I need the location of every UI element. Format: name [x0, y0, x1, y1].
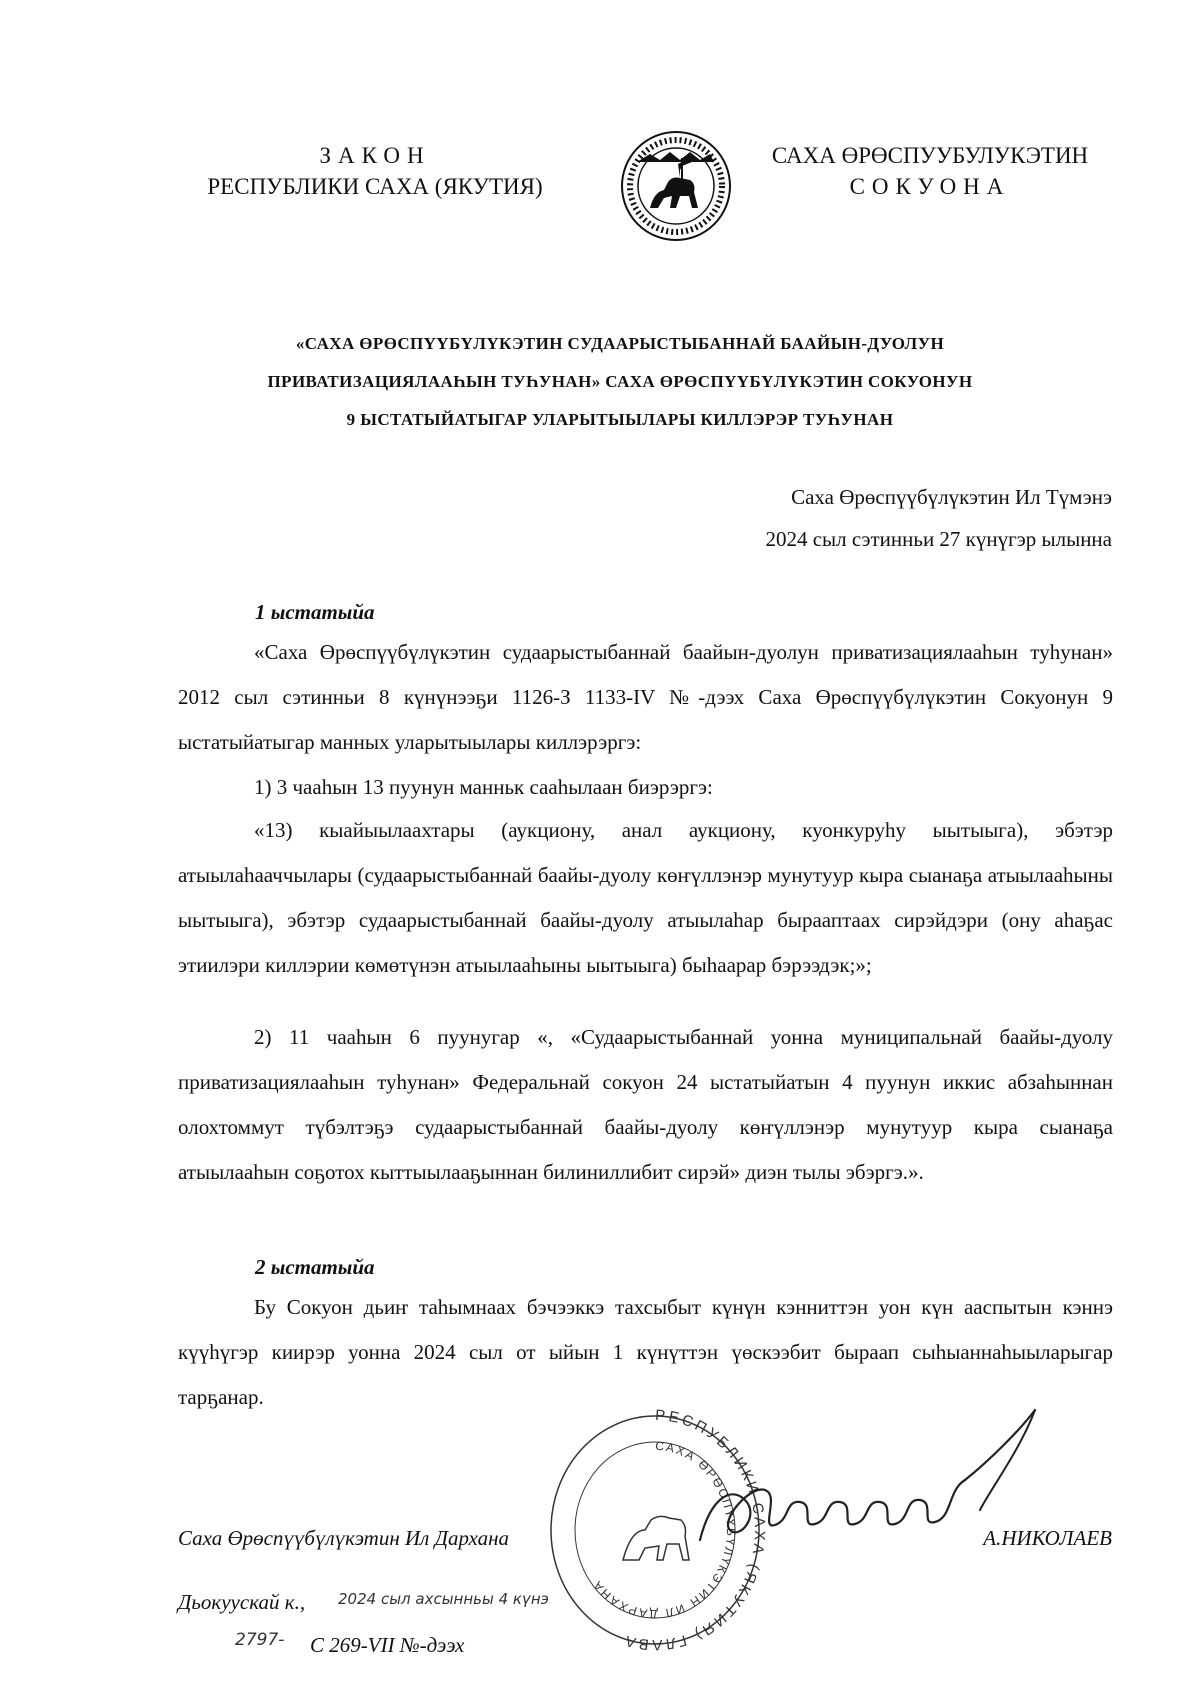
article-1-item-2-text: 2) 11 чааһын 6 пуунугар «, «Судаарыстыбаннай уонна муниципальнай баайы-дуолу приватизациялааһын туһунан» Федеральнай сокуон 24 ыстатыйатын 4 пуунун иккис абзаһыннан олохтоммут түбэлтэҕэ судаарыстыбаннай баайы-дуолу көҥүллэнэр мунутуур кыра сыанаҕа атыылааһын соҕотох кыттыылааҕыннан билиниллибит сирэй» диэн тылы эбэргэ.». — [178, 1025, 1113, 1184]
header-left-title: ЗАКОН — [319, 143, 431, 168]
registration-number: С 269-VII №-дээх — [310, 1633, 465, 1657]
article-1-intro: «Саха Өрөспүүбүлүкэтин судаарыстыбаннай баайын-дуолун приватизациялааһын туһунан» 2012 сыл сэтинньи 8 күнүнээҕи 1126-З 1133-IV №-дээх Саха Өрөспүүбүлүкэтин Сокуонун 9 ыстатыйатыгар манных уларытыылары киллэрэргэ: — [178, 640, 1113, 754]
header-right-title: САХА ӨРӨСПУУБУЛУКЭТИН — [771, 143, 1089, 168]
handwritten-reg-number: 2797- — [235, 1630, 285, 1650]
article-1-heading: 1 ыстатыйа — [255, 600, 375, 624]
adoption-body: Саха Өрөспүүбүлүкэтин Ил Түмэнэ — [791, 485, 1112, 509]
article-1-item-1-text: «13) кыайыылаахтары (аукциону, анал аукциону, куонкуруһу ыытыыга), эбэтэр атыылаһааччылары (судаарыстыбаннай баайы-дуолу көҥүллэнэр мунутуур кыра сыанаҕа атыылааһыны ыытыыга), эбэтэр судаарыстыбаннай баайы-дуолу атыылаһар бырааптаах сирэйдэри (ону аһаҕас этиилэри киллэрии көмөтүнэн атыылааһыны ыытыыга) быһаарар бэрээдэк;»; — [178, 818, 1113, 977]
header-right-subtitle: СОКУОНА — [849, 174, 1011, 199]
stamp-outer-text: РЕСПУБЛИКИ САХА (ЯКУТИЯ) ГЛАВА — [620, 1406, 769, 1654]
adoption-date: 2024 сыл сэтинньи 27 күнүгэр ылынна — [765, 527, 1112, 551]
law-title — [180, 325, 1060, 439]
signing-city: Дьокуускай к., — [178, 1590, 306, 1614]
article-2-text: Бу Сокуон дьиҥ таһымнаах бэчээккэ тахсыбыт күнүн кэнниттэн уон күн ааспытын кэннэ күүһүгэр киирэр уонна 2024 сыл от ыйын 1 күнүттэн үөскээбит быраап сыһыаннаһыыларыгар тарҕанар. — [178, 1295, 1113, 1409]
stamp-inner-text: САХА ӨРӨСПҮҮБҮЛҮКЭТИН ИЛ ДАРХАНА — [589, 1438, 739, 1622]
article-1-item-1-intro: 1) 3 чааһын 13 пуунун манньк сааһылаан биэрэргэ: — [254, 775, 713, 799]
coat-of-arms-icon — [620, 130, 732, 242]
law-title-line-2: ПРИВАТИЗАЦИЯЛААҺЫН ТУҺУНАН» САХА ӨРӨСПҮҮБҮЛҮКЭТИН СОКУОНУН — [267, 372, 973, 391]
header-left — [205, 140, 545, 202]
law-title-line-3: 9 ЫСТАТЫЙАТЫГАР УЛАРЫТЫЫЛАРЫ КИЛЛЭРЭР ТУҺУНАН — [346, 410, 894, 429]
signatory-position: Саха Өрөспүүбүлүкэтин Ил Дарханa — [178, 1526, 509, 1550]
article-2-heading: 2 ыстатыйа — [255, 1255, 375, 1279]
handwritten-date: 2024 сыл ахсынньы 4 күнэ — [338, 1590, 549, 1608]
header-right — [770, 140, 1090, 202]
header-left-subtitle: РЕСПУБЛИКИ САХА (ЯКУТИЯ) — [207, 174, 543, 199]
signatory-name: А.НИКОЛАЕВ — [983, 1526, 1112, 1550]
law-title-line-1: «САХА ӨРӨСПҮҮБҮЛҮКЭТИН СУДААРЫСТЫБАННАЙ БААЙЫН-ДУОЛУН — [295, 334, 945, 353]
